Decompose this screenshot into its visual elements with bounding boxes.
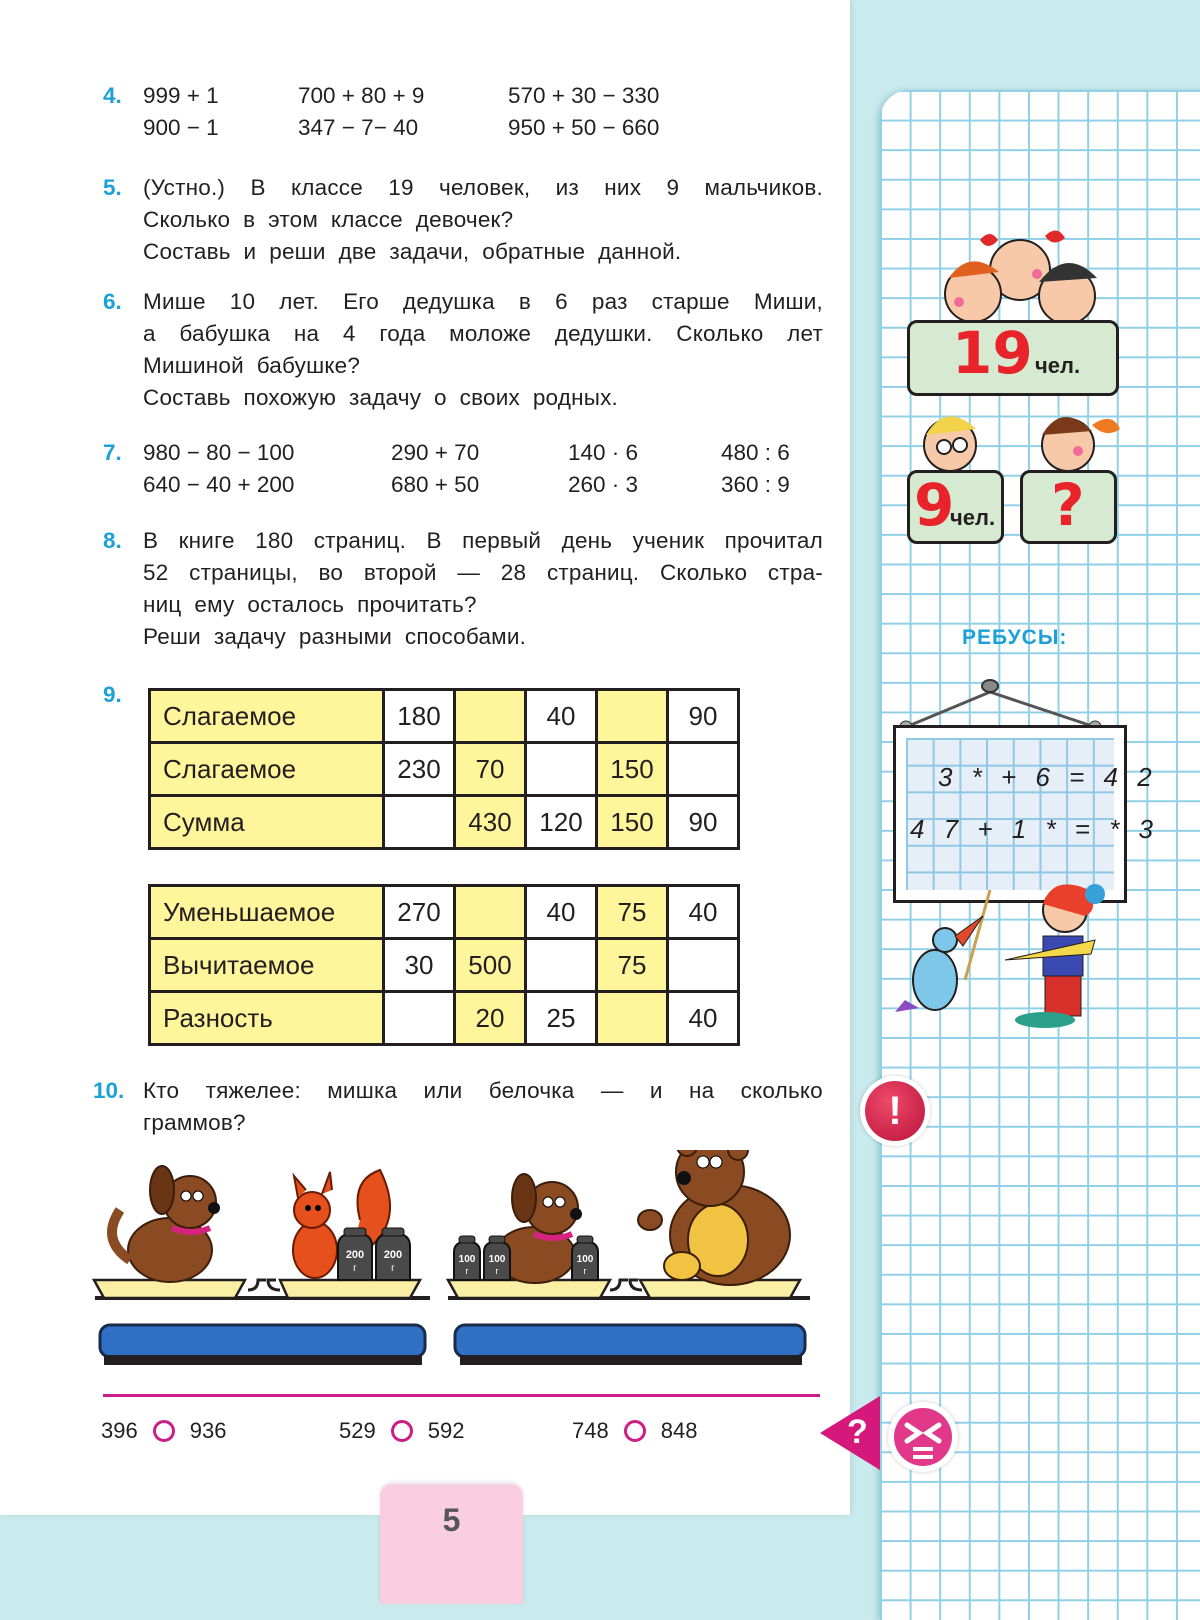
table-cell: 25 bbox=[526, 992, 597, 1045]
compare-number: 848 bbox=[660, 1418, 698, 1443]
bear-figure bbox=[638, 1150, 790, 1285]
task-text-line: ниц ему осталось прочитать? bbox=[143, 592, 477, 617]
word: них bbox=[604, 175, 642, 200]
svg-text:200: 200 bbox=[383, 1249, 403, 1261]
total-card bbox=[907, 320, 1119, 396]
table-cell bbox=[455, 886, 526, 939]
row-label: Разность bbox=[150, 992, 384, 1045]
scales-illustration bbox=[90, 1150, 820, 1370]
task-text-line bbox=[143, 286, 823, 318]
word: мальчиков. bbox=[704, 175, 823, 200]
word: белочка bbox=[488, 1078, 575, 1103]
girls-card bbox=[1020, 470, 1117, 544]
expression: 480 : 6 bbox=[721, 440, 790, 465]
word: страницы, bbox=[189, 560, 298, 585]
word: на bbox=[689, 1078, 715, 1103]
table-cell: 40 bbox=[526, 690, 597, 743]
task-text-line: Составь и реши две задачи, обратные данной. bbox=[143, 239, 682, 264]
word: — bbox=[600, 1078, 624, 1103]
subtraction-table bbox=[148, 884, 740, 1046]
expression: 900 − 1 bbox=[143, 115, 219, 140]
expression: 360 : 9 bbox=[721, 472, 790, 497]
task-text-line: граммов? bbox=[143, 1110, 246, 1135]
table-cell: 40 bbox=[668, 992, 739, 1045]
unit-label: чел. bbox=[950, 505, 996, 530]
table-cell: 40 bbox=[668, 886, 739, 939]
word: прочитал bbox=[724, 528, 823, 553]
row-label: Слагаемое bbox=[150, 690, 384, 743]
table-cell: 75 bbox=[597, 886, 668, 939]
task-text-line: Мишиной бабушке? bbox=[143, 353, 361, 378]
table-cell bbox=[668, 743, 739, 796]
weight-100g bbox=[484, 1236, 510, 1280]
task-text-line bbox=[143, 1075, 823, 1107]
task-text-line: Составь похожую задачу о своих родных. bbox=[143, 385, 619, 410]
table-cell: 270 bbox=[384, 886, 455, 939]
expression: 140 · 6 bbox=[568, 440, 639, 465]
boys-number: 9 bbox=[914, 471, 955, 539]
word: и bbox=[649, 1078, 663, 1103]
task-8 bbox=[103, 525, 823, 655]
word: страниц. bbox=[546, 560, 640, 585]
word: Кто bbox=[143, 1078, 180, 1103]
task-number: 8. bbox=[103, 528, 122, 553]
table-cell: 430 bbox=[455, 796, 526, 849]
task-number: 5. bbox=[103, 175, 122, 200]
task-text-line: Реши задачу разными способами. bbox=[143, 624, 527, 649]
table-cell bbox=[526, 743, 597, 796]
table-cell bbox=[526, 939, 597, 992]
word: во bbox=[318, 560, 344, 585]
attention-marker bbox=[860, 1076, 930, 1146]
task-text-line bbox=[143, 557, 823, 589]
svg-text:г: г bbox=[391, 1263, 395, 1274]
table-cell: 40 bbox=[526, 886, 597, 939]
word: второй bbox=[363, 560, 437, 585]
word: раз bbox=[591, 289, 628, 314]
scale-left bbox=[94, 1166, 430, 1365]
svg-text:100: 100 bbox=[488, 1254, 506, 1265]
row-label: Уменьшаемое bbox=[150, 886, 384, 939]
word: 180 bbox=[255, 528, 294, 553]
word: человек, bbox=[439, 175, 531, 200]
table-cell bbox=[597, 690, 668, 743]
scale-foot bbox=[460, 1355, 802, 1365]
word: года bbox=[379, 321, 426, 346]
page-number: 5 bbox=[380, 1484, 523, 1604]
table-cell bbox=[384, 992, 455, 1045]
word: день bbox=[561, 528, 613, 553]
word: лет. bbox=[279, 289, 320, 314]
table-cell bbox=[668, 939, 739, 992]
word: 9 bbox=[666, 175, 680, 200]
task-number: 9. bbox=[103, 682, 122, 707]
compare-pair bbox=[572, 1418, 697, 1444]
svg-text:г: г bbox=[495, 1266, 499, 1276]
word: первый bbox=[462, 528, 542, 553]
table-cell: 90 bbox=[668, 690, 739, 743]
weight-100g bbox=[454, 1236, 480, 1280]
table-cell: 90 bbox=[668, 796, 739, 849]
task-number: 7. bbox=[103, 440, 122, 465]
table-cell: 500 bbox=[455, 939, 526, 992]
table-cell: 150 bbox=[597, 743, 668, 796]
word: стра- bbox=[767, 560, 823, 585]
scale-base bbox=[455, 1325, 805, 1357]
task-number: 10. bbox=[93, 1078, 125, 1103]
word: ученик bbox=[632, 528, 705, 553]
task-text-line: Сколько в этом классе девочек? bbox=[143, 207, 514, 232]
word: тяжелее: bbox=[205, 1078, 301, 1103]
children-illustration bbox=[925, 222, 1115, 322]
svg-text:100: 100 bbox=[576, 1254, 594, 1265]
expression: 999 + 1 bbox=[143, 83, 219, 108]
table-row bbox=[150, 690, 739, 743]
addition-table bbox=[148, 688, 740, 850]
word: или bbox=[423, 1078, 463, 1103]
word: Сколько bbox=[659, 560, 748, 585]
word: Сколько bbox=[676, 321, 764, 346]
scale-base bbox=[100, 1325, 425, 1357]
compare-pair bbox=[339, 1418, 464, 1444]
table-cell: 75 bbox=[597, 939, 668, 992]
squint-face-icon bbox=[893, 1407, 953, 1467]
svg-text:100: 100 bbox=[458, 1254, 476, 1265]
word: а bbox=[143, 321, 156, 346]
boys-card bbox=[907, 470, 1004, 544]
word: В bbox=[143, 528, 159, 553]
table-row bbox=[150, 743, 739, 796]
word: страниц. bbox=[313, 528, 407, 553]
compare-circle[interactable] bbox=[391, 1420, 413, 1442]
table-row bbox=[150, 796, 739, 849]
weight-200g bbox=[338, 1228, 372, 1280]
word: из bbox=[555, 175, 579, 200]
task-9 bbox=[103, 679, 143, 711]
rebus-title: РЕБУСЫ: bbox=[962, 626, 1068, 649]
word: 52 bbox=[143, 560, 169, 585]
word: на bbox=[293, 321, 320, 346]
compare-number: 748 bbox=[572, 1418, 609, 1443]
unit-label: чел. bbox=[1035, 353, 1081, 378]
expression: 950 + 50 − 660 bbox=[508, 115, 660, 140]
task-text-line bbox=[143, 172, 823, 204]
word: сколько bbox=[740, 1078, 823, 1103]
table-cell: 150 bbox=[597, 796, 668, 849]
table-row bbox=[150, 992, 739, 1045]
thinking-face-marker bbox=[888, 1402, 958, 1472]
rebus-equation: 4 7 + 1 * = * 3 bbox=[910, 814, 1160, 844]
word: Миши, bbox=[753, 289, 823, 314]
word: 6 bbox=[555, 289, 568, 314]
boy-girl-illustration bbox=[900, 405, 1140, 475]
compare-number: 936 bbox=[189, 1418, 227, 1443]
svg-text:г: г bbox=[465, 1266, 469, 1276]
word: 4 bbox=[342, 321, 356, 346]
weight-200g bbox=[376, 1228, 410, 1280]
task-10 bbox=[93, 1075, 823, 1145]
word: 28 bbox=[500, 560, 527, 585]
compare-circle[interactable] bbox=[624, 1420, 646, 1442]
table-cell: 120 bbox=[526, 796, 597, 849]
svg-text:г: г bbox=[583, 1266, 587, 1276]
exclamation-icon: ! bbox=[865, 1081, 925, 1141]
compare-number: 529 bbox=[339, 1418, 376, 1443]
expression: 640 − 40 + 200 bbox=[143, 472, 295, 497]
weight-100g bbox=[572, 1236, 598, 1280]
expression: 680 + 50 bbox=[391, 472, 480, 497]
table-cell bbox=[597, 992, 668, 1045]
table-row bbox=[150, 939, 739, 992]
word: в bbox=[518, 289, 532, 314]
row-label: Вычитаемое bbox=[150, 939, 384, 992]
word: — bbox=[457, 560, 481, 585]
word: книге bbox=[178, 528, 235, 553]
svg-text:200: 200 bbox=[345, 1249, 365, 1261]
question-icon: ? bbox=[847, 1413, 868, 1451]
task-7 bbox=[103, 437, 823, 507]
word: В bbox=[250, 175, 266, 200]
table-cell: 230 bbox=[384, 743, 455, 796]
word: лет bbox=[787, 321, 823, 346]
word: дедушка bbox=[402, 289, 495, 314]
word: Его bbox=[343, 289, 379, 314]
compare-pair bbox=[101, 1418, 226, 1444]
rebus-board bbox=[893, 725, 1160, 903]
board-hanger bbox=[890, 672, 1130, 732]
word: В bbox=[426, 528, 442, 553]
expression: 290 + 70 bbox=[391, 440, 480, 465]
word: дедушки. bbox=[554, 321, 653, 346]
table-cell: 30 bbox=[384, 939, 455, 992]
table-cell bbox=[384, 796, 455, 849]
expression: 347 − 7− 40 bbox=[298, 115, 419, 140]
divider-line bbox=[103, 1394, 820, 1397]
task-number: 6. bbox=[103, 289, 122, 314]
task-5 bbox=[103, 172, 823, 272]
row-label: Сумма bbox=[150, 796, 384, 849]
word: 19 bbox=[388, 175, 414, 200]
task-text-line bbox=[143, 525, 823, 557]
word: классе bbox=[291, 175, 363, 200]
table-row bbox=[150, 886, 739, 939]
row-label: Слагаемое bbox=[150, 743, 384, 796]
word: моложе bbox=[449, 321, 532, 346]
svg-text:г: г bbox=[353, 1263, 357, 1274]
task-6 bbox=[103, 286, 823, 416]
scale-foot bbox=[104, 1355, 422, 1365]
table-cell: 70 bbox=[455, 743, 526, 796]
word: Мише bbox=[143, 289, 206, 314]
dog-figure bbox=[112, 1166, 220, 1282]
total-number: 19 bbox=[952, 319, 1033, 387]
task-text-line bbox=[143, 318, 823, 350]
word: старше bbox=[651, 289, 730, 314]
expression: 700 + 80 + 9 bbox=[298, 83, 425, 108]
expression: 260 · 3 bbox=[568, 472, 639, 497]
table-cell: 180 bbox=[384, 690, 455, 743]
compare-number: 592 bbox=[427, 1418, 465, 1443]
scale-right bbox=[448, 1150, 810, 1365]
bird-clown-illustration bbox=[895, 880, 1125, 1030]
table-cell bbox=[455, 690, 526, 743]
rebus-equation: 3 * + 6 = 4 2 bbox=[938, 762, 1158, 792]
compare-number: 396 bbox=[101, 1418, 138, 1443]
task-number: 4. bbox=[103, 83, 122, 108]
word: бабушка bbox=[179, 321, 271, 346]
word: 10 bbox=[229, 289, 256, 314]
scale-pan bbox=[280, 1280, 420, 1298]
compare-circle[interactable] bbox=[153, 1420, 175, 1442]
task-4 bbox=[103, 80, 803, 150]
expression: 570 + 30 − 330 bbox=[508, 83, 660, 108]
word: мишка bbox=[327, 1078, 398, 1103]
table-cell: 20 bbox=[455, 992, 526, 1045]
expression: 980 − 80 − 100 bbox=[143, 440, 295, 465]
unknown-mark: ? bbox=[1051, 471, 1085, 539]
word: (Устно.) bbox=[143, 175, 226, 200]
